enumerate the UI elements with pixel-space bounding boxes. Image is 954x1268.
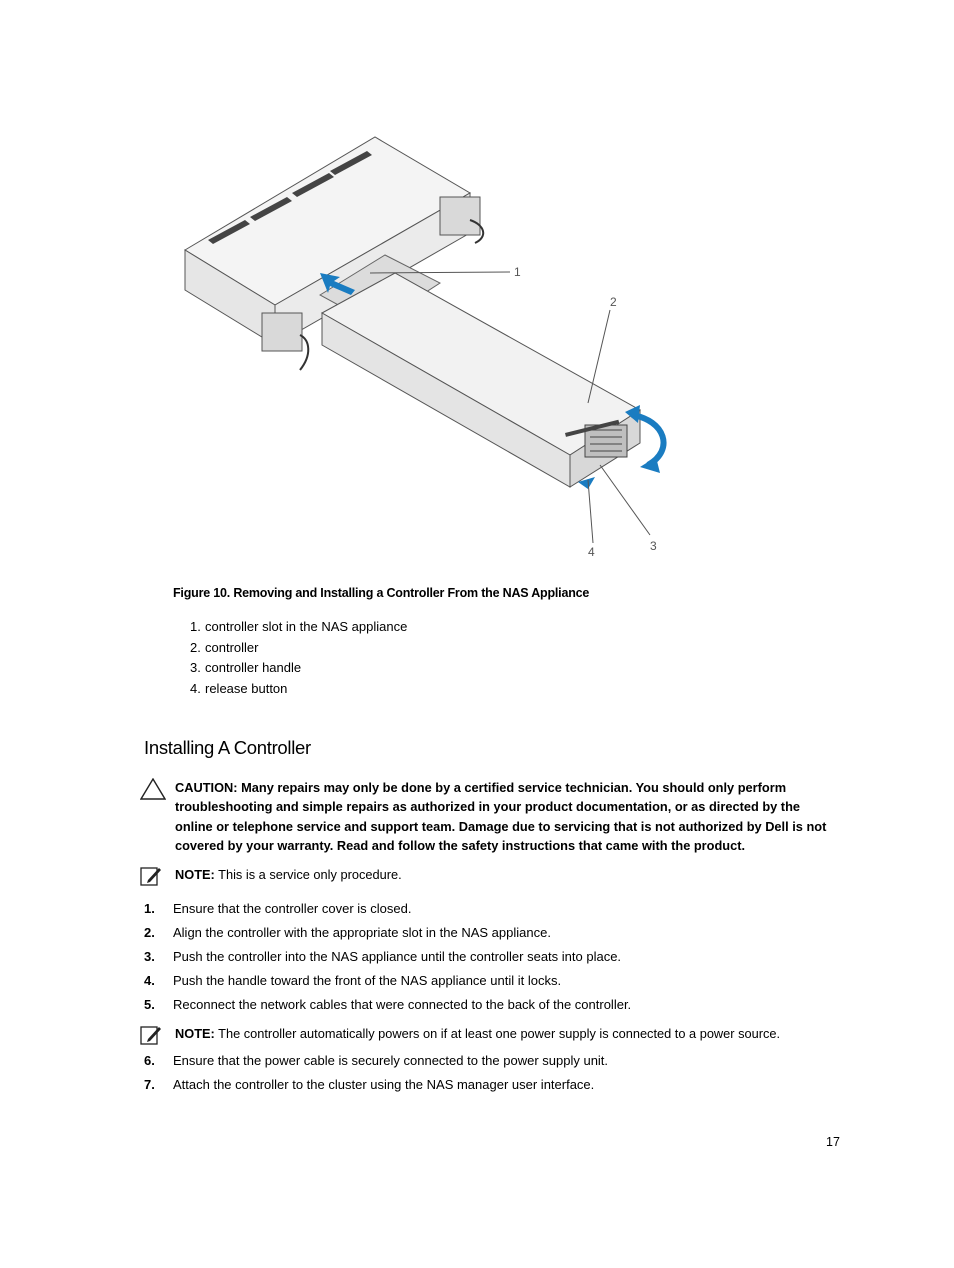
step-number: 1. [144, 901, 155, 916]
step-number: 2. [144, 925, 155, 940]
legend-num: 3. [190, 660, 201, 676]
power-supply-left [262, 313, 308, 370]
legend-label: controller slot in the NAS appliance [205, 619, 408, 634]
legend-num: 4. [190, 681, 201, 697]
page-number: 17 [826, 1135, 840, 1149]
step-text: Push the handle toward the front of the NAS appliance until it locks. [173, 973, 562, 988]
note-body: The controller automatically powers on if at least one power supply is connected to a power source. [214, 1026, 781, 1041]
list-item [190, 679, 407, 700]
list-item [190, 617, 407, 638]
callout-3: 3 [650, 539, 657, 553]
controller-figure [170, 125, 690, 570]
callout-4: 4 [588, 545, 595, 559]
step-number: 3. [144, 949, 155, 964]
step-text: Align the controller with the appropriate slot in the NAS appliance. [173, 925, 551, 940]
step-number: 5. [144, 997, 155, 1012]
note-label: NOTE: [175, 867, 215, 882]
pencil-note-icon [140, 865, 162, 887]
list-item [190, 638, 407, 659]
figure-caption: Figure 10. Removing and Installing a Controller From the NAS Appliance [173, 586, 590, 600]
list-item [190, 658, 407, 679]
step-number: 4. [144, 973, 155, 988]
legend-label: controller handle [205, 660, 302, 676]
step-text: Ensure that the power cable is securely connected to the power supply unit. [173, 1053, 609, 1068]
figure-legend [190, 617, 407, 700]
section-title: Installing A Controller [144, 737, 311, 758]
step-text: Ensure that the controller cover is closed. [173, 901, 412, 916]
note-body: This is a service only procedure. [214, 867, 402, 882]
nas-appliance-illustration [170, 125, 690, 570]
step-number: 7. [144, 1077, 155, 1092]
note-label: NOTE: [175, 1026, 215, 1041]
step-text: Push the controller into the NAS appliance until the controller seats into place. [173, 949, 622, 964]
callout-1: 1 [514, 265, 521, 279]
callout-2: 2 [610, 295, 617, 309]
step-number: 6. [144, 1053, 155, 1068]
step-text: Attach the controller to the cluster using the NAS manager user interface. [173, 1077, 595, 1092]
legend-num: 2. [190, 639, 201, 655]
note-text [175, 1024, 780, 1043]
caution-icon [140, 778, 166, 800]
note-text [175, 865, 402, 884]
step-text: Reconnect the network cables that were connected to the back of the controller. [173, 997, 632, 1012]
legend-label: release button [205, 681, 288, 697]
pencil-note-icon [140, 1024, 162, 1046]
caution-text: CAUTION: Many repairs may only be done by a certified service technician. You should only perform troubleshooting and simple repairs as authorized in your product documentation, or as directed by the online or telephone service and support team. Damage due to servicing that is not authorized by Dell is not covered by your warranty. Read and follow the safety instructions that came with the product. [175, 780, 827, 854]
legend-label: controller [205, 639, 259, 655]
legend-num: 1. [190, 619, 201, 634]
